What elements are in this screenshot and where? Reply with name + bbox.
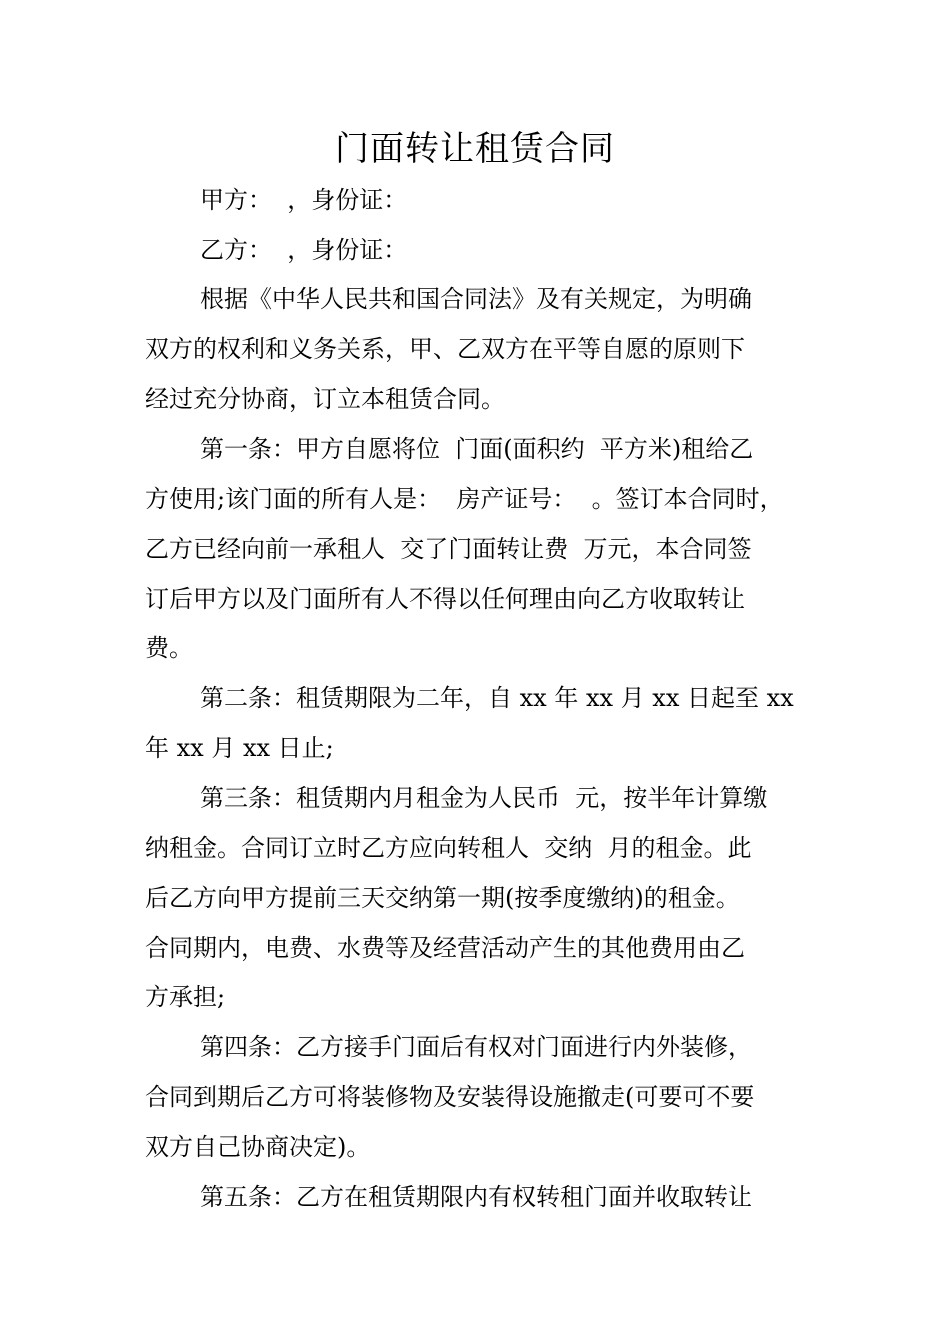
- article-4-line-3: 双方自己协商决定)。: [145, 1133, 371, 1161]
- article-4-line-2: 合同到期后乙方可将装修物及安装得设施撤走(可要可不要: [145, 1083, 755, 1111]
- article-1-line-2: 方使用;该门面的所有人是： 房产证号： 。签订本合同时，: [145, 485, 784, 513]
- article-1-line-3: 乙方已经向前一承租人 交了门面转让费 万元，本合同签: [145, 535, 752, 563]
- article-2-line-1: 第二条：租赁期限为二年，自 xx 年 xx 月 xx 日起至 xx: [200, 684, 794, 712]
- preamble-line-2: 双方的权利和义务关系，甲、乙双方在平等自愿的原则下: [145, 335, 745, 363]
- article-5-line-1: 第五条：乙方在租赁期限内有权转租门面并收取转让: [200, 1183, 752, 1211]
- article-2-line-2: 年 xx 月 xx 日止;: [145, 734, 334, 762]
- article-4-line-1: 第四条：乙方接手门面后有权对门面进行内外装修，: [200, 1033, 752, 1061]
- party-a-line: 甲方： ，身份证：: [200, 186, 408, 214]
- article-3-line-4: 合同期内，电费、水费等及经营活动产生的其他费用由乙: [145, 934, 745, 962]
- article-1-line-5: 费。: [145, 634, 193, 662]
- article-3-line-3: 后乙方向甲方提前三天交纳第一期(按季度缴纳)的租金。: [145, 884, 740, 912]
- preamble-line-3: 经过充分协商，订立本租赁合同。: [145, 385, 505, 413]
- article-3-line-1: 第三条：租赁期内月租金为人民币 元，按半年计算缴: [200, 784, 768, 812]
- article-3-line-2: 纳租金。合同订立时乙方应向转租人 交纳 月的租金。此: [145, 834, 752, 862]
- article-1-line-1: 第一条：甲方自愿将位 门面(面积约 平方米)租给乙: [200, 435, 754, 463]
- document-title: 门面转让租赁合同: [335, 129, 615, 169]
- party-b-line: 乙方： ，身份证：: [200, 236, 408, 264]
- article-3-line-5: 方承担;: [145, 983, 226, 1011]
- preamble-line-1: 根据《中华人民共和国合同法》及有关规定，为明确: [200, 285, 752, 313]
- article-1-line-4: 订后甲方以及门面所有人不得以任何理由向乙方收取转让: [145, 585, 745, 613]
